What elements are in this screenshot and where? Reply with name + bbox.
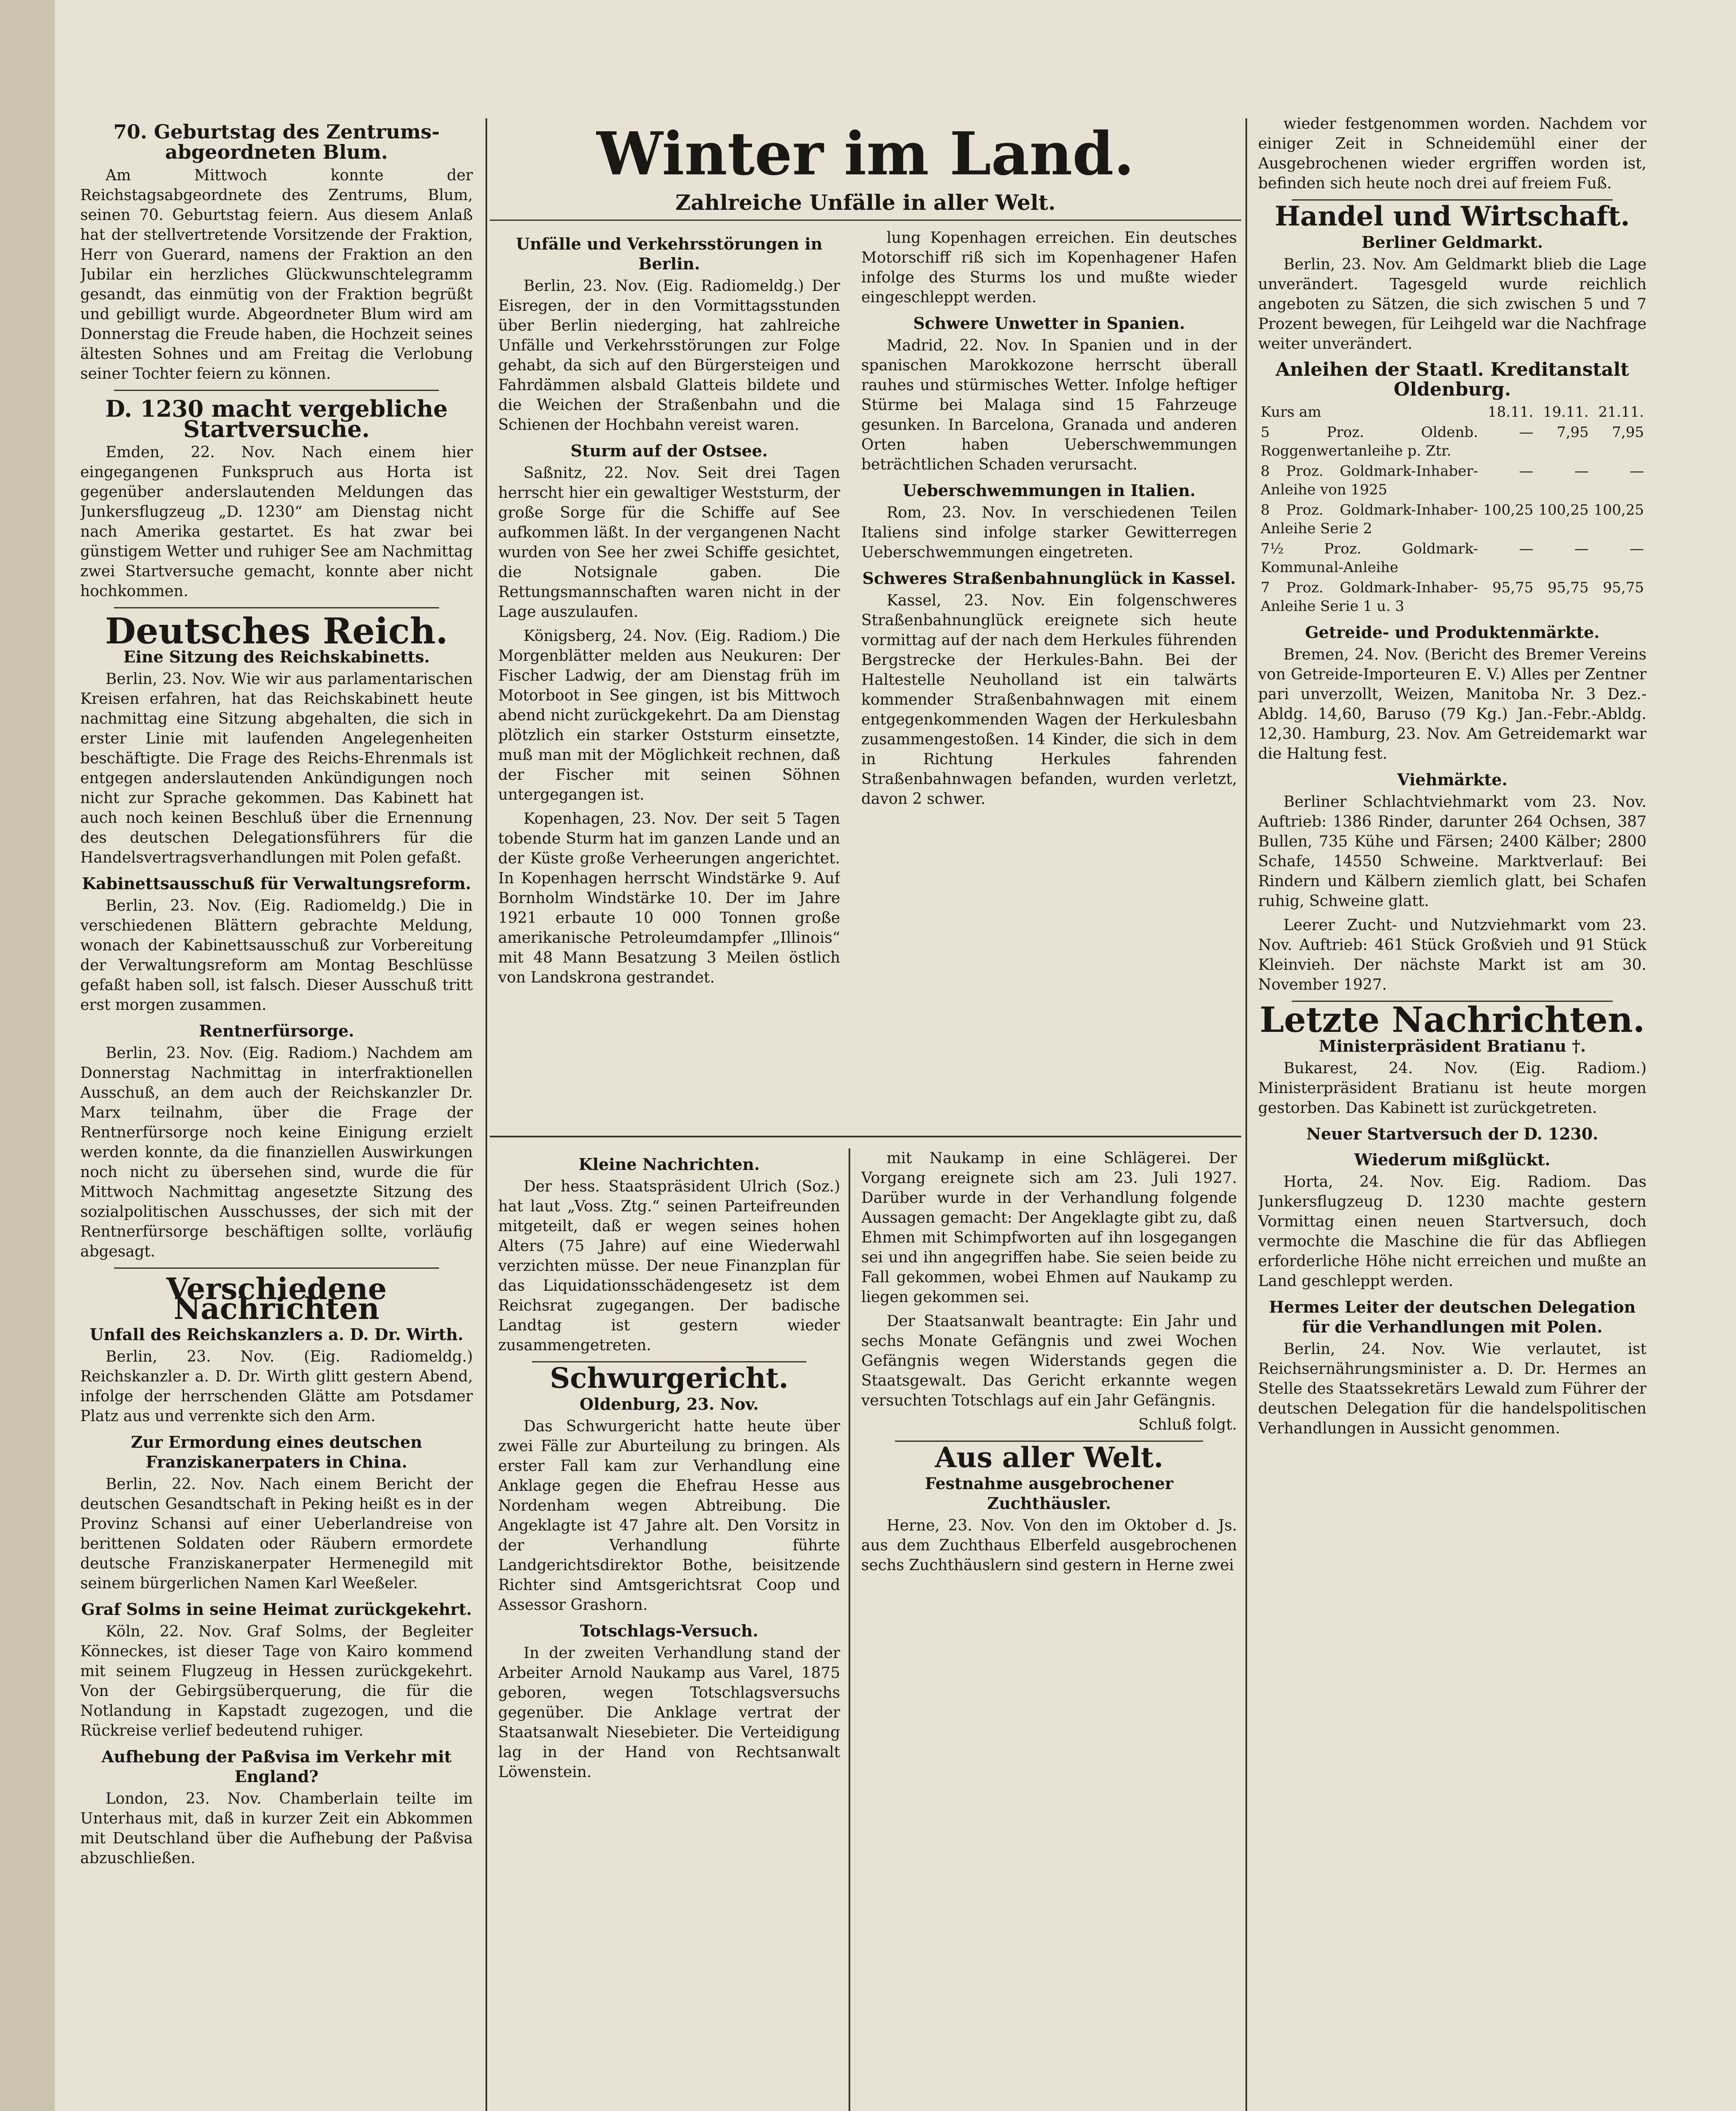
- table-cell-label: 8 Proz. Goldmark-Inhaber-Anleihe Serie 2: [1261, 502, 1478, 537]
- column-2-upper: [498, 228, 840, 1127]
- article-wirth: Berlin, 23. Nov. (Eig. Radiomeldg.) Reichskanzler a. D. Dr. Wirth glitt gestern Abend, infolge der herrschenden Glätte am Potsdamer Platz aus und verrenkte sich den Arm.: [80, 1348, 473, 1425]
- table-cell: —: [1574, 540, 1589, 557]
- table-cell-label: 7 Proz. Goldmark-Inhaber-Anleihe Serie 1 u. 3: [1261, 579, 1478, 615]
- table-cell: —: [1630, 540, 1644, 557]
- article-totschlag: In der zweiten Verhandlung stand der Arbeiter Arnold Naukamp aus Varel, 1875 geboren, wegen Totschlagsversuchs gegenüber. Die Anklage vertrat der Staatsanwalt Niesebieter. Die Verteidigung lag in der Hand von Rechtsanwalt Löwenstein.: [498, 1644, 840, 1781]
- table-cell: —: [1519, 424, 1534, 441]
- subhead-kabinett: Eine Sitzung des Reichskabinetts.: [123, 647, 430, 666]
- article-kabinett: Berlin, 23. Nov. Wie wir aus parlamentarischen Kreisen erfahren, hat das Reichskabinett heute nachmittag eine Sitzung abgehalten, die sich in erster Linie mit laufenden Angelegenheiten beschäftigte. Die Frage des Reichs-Ehrenmals ist entgegen anderslautenden Ankündigungen noch nicht zur Sprache gekommen. Das Kabinett hat auch noch keinen Beschluß über die Ernennung des deutschen Delegationsführers für die Handelsvertragsverhandlungen mit Polen gefaßt.: [80, 670, 473, 866]
- article-rentnerfuersorge: Berlin, 23. Nov. (Eig. Radiom.) Nachdem am Donnerstag Nachmittag in interfraktionellen Ausschuß, an dem auch der Reichskanzler Dr. Marx teilnahm, über die Frage der Rentnerfürsorge noch keine Einigung erzielt werden konnte, da die finanziellen Auswirkungen noch nicht zu übersehen sind, wurde die für Mittwoch Nachmittag angesetzte Sitzung des sozialpolitischen Ausschusses, der sich mit der Rentnerfürsorge beschäftigen sollte, vorläufig abgesagt.: [80, 1045, 473, 1260]
- column-rule: [1245, 118, 1247, 2111]
- article-staatsanwalt: Der Staatsanwalt beantragte: Ein Jahr und sechs Monate Gefängnis und zwei Wochen Gefängnis wegen Widerstands gegen die Staatsgewalt. Das Gericht erkannte wegen versuchten Totschlags auf ein Jahr Gefängnis.: [861, 1313, 1237, 1409]
- subhead-totschlag: Totschlags-Versuch.: [580, 1621, 759, 1640]
- binding-gutter: [0, 0, 55, 2111]
- table-row: [1258, 539, 1646, 578]
- subhead-kleine-nachrichten: Kleine Nachrichten.: [578, 1155, 760, 1174]
- section-deutsches-reich: Deutsches Reich.: [105, 610, 448, 652]
- table-row: [1258, 500, 1646, 539]
- subhead-geldmarkt: Berliner Geldmarkt.: [1362, 233, 1543, 252]
- table-cell: 100,25: [1483, 502, 1534, 518]
- table-cell: 100,25: [1538, 502, 1589, 518]
- headline-blum: 70. Geburtstag des Zentrums-abgeordneten Blum.: [113, 120, 440, 163]
- masthead-winter-im-land: Winter im Land.: [597, 119, 1134, 189]
- article-schwurgericht: Das Schwurgericht hatte heute über zwei Fälle zur Aburteilung zu bringen. Als erster Fall kam zur Verhandlung eine Anklage gegen die Ehefrau Hesse aus Nordenham wegen Abtreibung. Die Angeklagte ist 47 Jahre alt. Den Vorsitz in der Verhandlung führte Landgerichtsdirektor Bothe, beisitzende Richter sind Amtsgerichtsrat Coop und Assessor Grashorn.: [498, 1418, 840, 1614]
- article-d1230: Emden, 22. Nov. Nach einem hier eingegangenen Funkspruch aus Horta ist gegenüber anderslautenden Meldungen das Junkersflugzeug „D. 1230“ am Dienstag nicht nach Amerika gestartet. Es hat zwar bei günstigem Wetter und ruhiger See am Nachmittag zwei Startversuche gemacht, konnte aber nicht hochkommen.: [80, 444, 473, 600]
- subhead-viehmaerkte: Viehmärkte.: [1397, 770, 1508, 789]
- table-row: [1258, 422, 1646, 461]
- subhead-wirth: Unfall des Reichskanzlers a. D. Dr. Wirth.: [90, 1325, 464, 1344]
- article-zuchthaeusler: Herne, 23. Nov. Von den im Oktober d. Js. aus dem Zuchthaus Elberfeld ausgebrochenen sechs Zuchthäuslern sind gestern in Herne zwei: [861, 1517, 1237, 1574]
- subhead-rentnerfuersorge: Rentnerfürsorge.: [199, 1021, 354, 1040]
- section-aus-aller-welt: Aus aller Welt.: [935, 1441, 1164, 1474]
- subhead-franziskaner: Zur Ermordung eines deutschen Franziskanerpaters in China.: [131, 1433, 422, 1471]
- subhead-anleihen: Anleihen der Staatl. Kreditanstalt Oldenburg.: [1275, 359, 1629, 400]
- subhead-getreide: Getreide- und Produktenmärkte.: [1305, 623, 1600, 642]
- column-3-lower: [861, 1148, 1237, 2111]
- article-geldmarkt: Berlin, 23. Nov. Am Geldmarkt blieb die Lage unverändert. Tagesgeld wurde reichlich angeboten zu Sätzen, die sich zwischen 5 und 7 Prozent bewegen, für Leihgeld war die Nachfrage weiter unverändert.: [1258, 256, 1646, 353]
- article-blum: Am Mittwoch konnte der Reichstagsabgeordnete des Zentrums, Blum, seinen 70. Geburtstag feiern. Aus diesem Anlaß hat der stellvertretende Vorsitzende der Fraktion, Herr von Guerard, namens der Fraktion an den Jubilar ein herzliches Glückwunschtelegramm gesandt, das einmütig von der Fraktion begrüßt und gebilligt wurde. Abgeordneter Blum wird am Donnerstag die Freude haben, die Hochzeit seines ältesten Sohnes und am Freitag die Verlobung seiner Tochter feiern zu können.: [80, 167, 473, 383]
- article-verwaltungsreform: Berlin, 23. Nov. (Eig. Radiomeldg.) Die in verschiedenen Blättern gebrachte Meldung, wonach der Kabinettsausschuß zur Vorbereitung der Verwaltungsreform am Montag Beschlüsse gefaßt haben soll, ist falsch. Dieser Ausschuß tritt erst morgen zusammen.: [80, 897, 473, 1014]
- section-letzte-nachrichten: Letzte Nachrichten.: [1259, 1000, 1645, 1040]
- section-schwurgericht: Schwurgericht.: [550, 1362, 789, 1395]
- article-naukamp-cont: mit Naukamp in eine Schlägerei. Der Vorgang ereignete sich am 23. Juli 1927. Darüber wurde in der Verhandlung folgende Aussagen gemacht: Der Angeklagte gibt zu, daß Ehmen mit Schimpfworten auf ihn losgegangen sei und ihn angegriffen habe. Sie seien beide zu Fall gekommen, wobei Ehmen auf Naukamp zu liegen gekommen sei.: [861, 1150, 1237, 1306]
- article-kopenhagen-cont: lung Kopenhagen erreichen. Ein deutsches Motorschiff riß sich im Kopenhagener Hafen infolge des Sturms los und mußte wieder eingeschleppt werden.: [861, 229, 1237, 306]
- masthead-subtitle: Zahlreiche Unfälle in aller Welt.: [675, 190, 1056, 215]
- headline-d1230: D. 1230 macht vergebliche Startversuche.: [105, 395, 448, 442]
- table-cell: 7,95: [1612, 424, 1644, 441]
- article-hermes: Berlin, 24. Nov. Wie verlautet, ist Reichsernährungsminister a. D. Dr. Hermes an Stelle des Staatssekretärs Lewald zum Führer der deutschen Delegation für die handelspolitischen Verhandlungen in Aussicht genommen.: [1258, 1340, 1646, 1437]
- article-kleine-nachrichten: Der hess. Staatspräsident Ulrich (Soz.) hat laut „Voss. Ztg.“ seinen Parteifreunden mitgeteilt, daß er wegen seines hohen Alters (75 Jahre) auf eine Wiederwahl verzichten müsse. Der neue Finanzplan für das Liquidationsschädengesetz ist dem Reichsrat zugegangen. Der badische Landtag ist gestern wieder zusammengetreten.: [498, 1178, 840, 1354]
- article-zuchthaeusler-cont: wieder festgenommen worden. Nachdem vor einiger Zeit in Schneidemühl einer der Ausgebrochenen wieder ergriffen worden ist, befinden sich heute noch drei auf freiem Fuß.: [1258, 115, 1646, 192]
- anleihen-table: [1258, 402, 1646, 616]
- table-cell-label: 7½ Proz. Goldmark-Kommunal-Anleihe: [1261, 540, 1478, 576]
- table-cell: 7,95: [1557, 424, 1589, 441]
- table-cell: 100,25: [1594, 502, 1644, 518]
- article-kopenhagen: Kopenhagen, 23. Nov. Der seit 5 Tagen tobende Sturm hat im ganzen Lande und an der Küste große Verheerungen angerichtet. In Kopenhagen herrscht Windstärke 9. Auf Bornholm Windstärke 10. Der im Jahre 1921 erbaute 10 000 Tonnen große amerikanische Petroleumdampfer „Illinois“ mit 48 Mann Besatzung 3 Meilen östlich von Landskrona gestrandet.: [498, 810, 840, 986]
- subhead-solms: Graf Solms in seine Heimat zurückgekehrt.: [81, 1600, 472, 1619]
- table-cell: —: [1519, 463, 1534, 480]
- table-header-date: 18.11.: [1487, 404, 1534, 421]
- table-header-date: 21.11.: [1598, 404, 1644, 421]
- section-rule: [490, 220, 1241, 221]
- article-franziskaner: Berlin, 22. Nov. Nach einem Bericht der deutschen Gesandtschaft in Peking heißt es in der Provinz Schansi auf einer Ueberlandreise von berittenen Soldaten oder Räubern ermordete deutsche Franziskanerpater Hermenegild mit seinem bürgerlichen Namen Karl Weeßeler.: [80, 1476, 473, 1592]
- article-kassel: Kassel, 23. Nov. Ein folgenschweres Straßenbahnunglück ereignete sich heute vormittag auf der nach dem Herkules führenden Bergstrecke der Herkules-Bahn. Bei der Haltestelle Neuholland ist ein talwärts kommender Straßenbahnwagen mit einem entgegenkommenden Wagen der Herkulesbahn zusammengestoßen. 14 Kinder, die sich in dem in Richtung Herkules fahrenden Straßenbahnwagen befanden, wurden verletzt, davon 2 schwer.: [861, 592, 1237, 808]
- column-4: [1258, 114, 1646, 2111]
- subhead-startversuch: Neuer Startversuch der D. 1230.: [1306, 1124, 1598, 1143]
- column-rule: [849, 1148, 850, 2111]
- article-startversuch: Horta, 24. Nov. Eig. Radiom. Das Junkersflugzeug D. 1230 machte gestern Vormittag einen neuen Startversuch, doch vermochte die Maschine die für das Abfliegen erforderliche Höhe nicht erreichen und mußte an Land geschleppt werden.: [1258, 1173, 1646, 1290]
- table-cell: 95,75: [1492, 579, 1534, 596]
- table-cell-label: 8 Proz. Goldmark-Inhaber-Anleihe von 1925: [1261, 463, 1478, 498]
- table-cell: —: [1630, 463, 1644, 480]
- article-ostsee: Saßnitz, 22. Nov. Seit drei Tagen herrscht hier ein gewaltiger Weststurm, der große Sorge für die Schiffe auf See aufkommen läßt. In der vergangenen Nacht wurden von See her zwei Schiffe gesichtet, die Notsignale gaben. Die Rettungsmannschaften waren nicht in der Lage auszulaufen.: [498, 464, 840, 621]
- subhead-berlin-unfaelle: Unfälle und Verkehrsstörungen in Berlin.: [515, 234, 823, 273]
- table-cell-label: 5 Proz. Oldenb. Roggenwertanleihe p. Ztr.: [1261, 424, 1478, 459]
- table-header-row: [1258, 402, 1646, 422]
- article-spanien: Madrid, 22. Nov. In Spanien und in der spanischen Marokkozone herrscht überall rauhes und stürmisches Wetter. Infolge heftiger Stürme bei Malaga sind 15 Fahrzeuge gesunken. In Barcelona, Granada und anderen Orten haben Ueberschwemmungen beträchtlichen Schaden verursacht.: [861, 337, 1237, 473]
- article-leerer-markt: Leerer Zucht- und Nutzviehmarkt vom 23. Nov. Auftrieb: 461 Stück Großvieh und 91 Stück Kleinvieh. Der nächste Markt ist am 30. November 1927.: [1258, 917, 1646, 993]
- section-handel: Handel und Wirtschaft.: [1275, 201, 1630, 232]
- table-cell: 95,75: [1603, 579, 1644, 596]
- section-verschiedene-nachrichten: Verschiedene Nachrichten: [166, 1271, 387, 1326]
- subhead-zuchthaeusler: Festnahme ausgebrochener Zuchthäusler.: [925, 1474, 1174, 1513]
- section-rule: [490, 1136, 1241, 1137]
- table-cell: 95,75: [1547, 579, 1589, 596]
- column-2-lower: [498, 1148, 840, 2111]
- article-solms: Köln, 22. Nov. Graf Solms, der Begleiter Könneckes, ist dieser Tage von Kairo kommend mit seinem Flugzeug in Hessen zurückgekehrt. Von der Gebirgsüberquerung, die für die Notlandung in Kapstadt zugezogen, und die Rückreise verlief bedeutend ruhiger.: [80, 1623, 473, 1739]
- article-berlin-unfaelle: Berlin, 23. Nov. (Eig. Radiomeldg.) Der Eisregen, der in den Vormittagsstunden über Berlin niederging, hat zahlreiche Unfälle und Verkehrsstörungen zur Folge gehabt, da sich auf den Bürgersteigen und Fahrdämmen alsbald Glatteis bildete und die Weichen der Straßenbahn und die Schienen der Hochbahn vereist waren.: [498, 277, 840, 434]
- column-rule: [486, 118, 487, 2111]
- subhead-bratianu: Ministerpräsident Bratianu †.: [1318, 1037, 1586, 1056]
- subhead-passvisa: Aufhebung der Paßvisa im Verkehr mit England?: [101, 1747, 452, 1786]
- subhead-hermes: Hermes Leiter der deutschen Delegation für die Verhandlungen mit Polen.: [1269, 1297, 1636, 1336]
- column-3-upper: [861, 228, 1237, 1127]
- table-cell: —: [1574, 463, 1589, 480]
- subhead-italien: Ueberschwemmungen in Italien.: [903, 481, 1196, 500]
- column-1: [80, 114, 473, 2111]
- table-row: [1258, 578, 1646, 616]
- article-passvisa: London, 23. Nov. Chamberlain teilte im Unterhaus mit, daß in kurzer Zeit ein Abkommen mit Deutschland über die Aufhebung der Paßvisa abzuschließen.: [80, 1790, 473, 1867]
- article-italien: Rom, 23. Nov. In verschiedenen Teilen Italiens sind infolge starker Gewitterregen Ueberschwemmungen eingetreten.: [861, 504, 1237, 561]
- subhead-ostsee: Sturm auf der Ostsee.: [570, 441, 768, 460]
- article-bratianu: Bukarest, 24. Nov. (Eig. Radiom.) Ministerpräsident Bratianu ist heute morgen gestorben. Das Kabinett ist zurückgetreten.: [1258, 1060, 1646, 1117]
- subhead-missglueckt: Wiederum mißglückt.: [1354, 1150, 1551, 1169]
- subhead-verwaltungsreform: Kabinettsausschuß für Verwaltungsreform.: [82, 874, 471, 893]
- table-cell: —: [1519, 540, 1534, 557]
- article-end-note: Schluß folgt.: [1138, 1416, 1237, 1433]
- subhead-kassel: Schweres Straßenbahnunglück in Kassel.: [862, 569, 1236, 588]
- table-header-date: 19.11.: [1543, 404, 1589, 421]
- article-viehmaerkte: Berliner Schlachtviehmarkt vom 23. Nov. Auftrieb: 1386 Rinder, darunter 264 Ochsen, 387 Bullen, 735 Kühe und Färsen; 2400 Kälber; 2800 Schafe, 14550 Schweine. Marktverlauf: Bei Rindern und Kälbern ziemlich glatt, bei Schafen ruhig, Schweine glatt.: [1258, 793, 1646, 910]
- article-koenigsberg: Königsberg, 24. Nov. (Eig. Radiom.) Die Morgenblätter melden aus Neukuren: Der Fischer Ladwig, der am Dienstag früh im Motorboot in See gingen, ist bis Mittwoch abend nicht zurückgekehrt. Da am Dienstag plötzlich ein starker Oststurm einsetzte, muß man mit der Möglichkeit rechnen, daß der Fischer mit seinen Söhnen untergegangen ist.: [498, 627, 840, 803]
- table-header-kurs: Kurs am: [1261, 404, 1321, 421]
- subhead-spanien: Schwere Unwetter in Spanien.: [913, 314, 1185, 333]
- article-getreide: Bremen, 24. Nov. (Bericht des Bremer Vereins von Getreide-Importeuren E. V.) Alles per Zentner pari unverzollt, Weizen, Manitoba Nr. 3 Dez.-Abldg. 14,60, Baruso (79 Kg.) Jan.-Febr.-Abldg. 12,30. Hamburg, 23. Nov. Am Getreidemarkt war die Haltung fest.: [1258, 646, 1646, 762]
- dateline-oldenburg: Oldenburg, 23. Nov.: [579, 1395, 759, 1414]
- table-row: [1258, 461, 1646, 500]
